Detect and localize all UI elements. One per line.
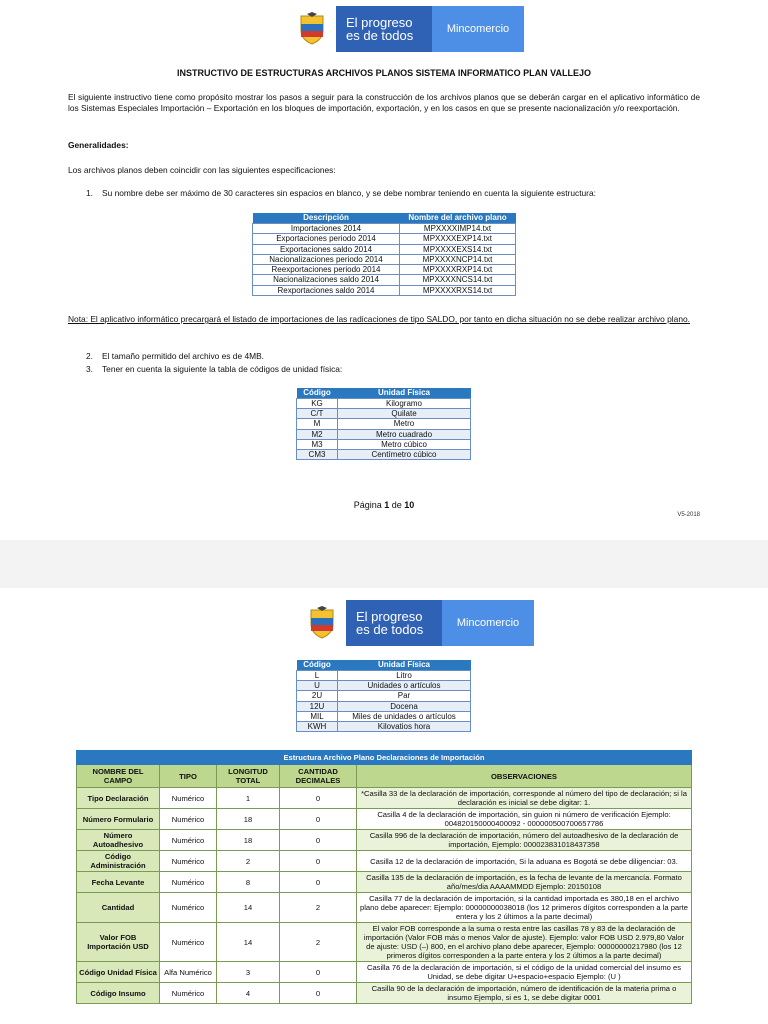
table-cell: KWH	[297, 722, 338, 732]
table-cell: Unidades o artículos	[338, 681, 471, 691]
decimals-cell: 0	[280, 830, 357, 851]
table-row	[297, 409, 471, 419]
table-cell: U	[297, 681, 338, 691]
slogan-line-2: es de todos	[346, 28, 414, 43]
file-names-table	[252, 213, 516, 296]
field-name-cell: Código Unidad Física	[77, 962, 160, 983]
table-cell: MPXXXXNCS14.txt	[400, 275, 516, 285]
table-cell: CM3	[297, 450, 338, 460]
table-row	[297, 681, 471, 691]
table-row	[253, 244, 516, 254]
observations-cell: El valor FOB corresponde a la suma o resta entre las casillas 78 y 83 de la declaración de importación (Valor FOB más o menos Valor de ajuste). Ejemplo: valor FOB USD 2.979,80 Valor de ajuste: USD (–) 800, en el archivo plano debe aparecer, Ejemplo: 00000000217980 (los 12 primeros dígitos corresponden a la parte entera y los 2 últimos a la parte decimal)	[357, 923, 692, 962]
decimals-cell: 2	[280, 923, 357, 962]
header-logo	[298, 600, 534, 646]
table-cell: Par	[338, 691, 471, 701]
column-header: Unidad Física	[338, 660, 471, 671]
version-label: V5-2018	[677, 512, 700, 518]
intro-paragraph: El siguiente instructivo tiene como propósito mostrar los pasos a seguir para la construcción de los archivos planos que se deberán cargar en el aplicativo informático de los Sistemas Especiales Importación – Exportación en los bloques de importación, exportación, y en los casos en que se presente nacionalización y/o reexportación.	[68, 92, 700, 113]
type-cell: Numérico	[160, 983, 217, 1004]
column-header: OBSERVACIONES	[357, 765, 692, 788]
table-cell: Miles de unidades o artículos	[338, 711, 471, 721]
column-header: Código	[297, 388, 338, 399]
table-row	[297, 691, 471, 701]
column-header: LONGITUD TOTAL	[217, 765, 280, 788]
table-row	[77, 923, 692, 962]
saldo-note: Nota: El aplicativo informático precargará el listado de importaciones de las radicaciones de tipo SALDO, por tanto en dicha situación no se debe realizar archivo plano.	[68, 314, 690, 324]
page-total: 10	[404, 500, 415, 510]
table-cell: Importaciones 2014	[253, 224, 400, 234]
type-cell: Numérico	[160, 830, 217, 851]
observations-cell: *Casilla 33 de la declaración de importación, corresponde al número del tipo de declaración; si la declaración es inicial se debe digitar: 1.	[357, 788, 692, 809]
type-cell: Numérico	[160, 788, 217, 809]
column-header: TIPO	[160, 765, 217, 788]
table-header-row	[77, 765, 692, 788]
table-row	[297, 671, 471, 681]
decimals-cell: 0	[280, 872, 357, 893]
table-cell: L	[297, 671, 338, 681]
table-cell: M3	[297, 439, 338, 449]
table-cell: KG	[297, 399, 338, 409]
page-current: 1	[384, 500, 390, 510]
unit-codes-table	[296, 388, 471, 460]
length-cell: 14	[217, 923, 280, 962]
page-separator	[0, 540, 768, 588]
table-cell: Exportaciones saldo 2014	[253, 244, 400, 254]
table-row	[297, 419, 471, 429]
table-row	[297, 429, 471, 439]
column-header: NOMBRE DEL CAMPO	[77, 765, 160, 788]
field-name-cell: Número Formulario	[77, 809, 160, 830]
length-cell: 1	[217, 788, 280, 809]
table-row	[297, 450, 471, 460]
list-item-number: 2.	[86, 351, 93, 361]
decimals-cell: 2	[280, 893, 357, 923]
table-cell: Reexportaciones periodo 2014	[253, 265, 400, 275]
table-cell: Rexportaciones saldo 2014	[253, 285, 400, 295]
unit-codes-table-continued	[296, 660, 471, 732]
table-cell: Nacionalizaciones saldo 2014	[253, 275, 400, 285]
table-caption: Estructura Archivo Plano Declaraciones de Importación	[77, 751, 692, 765]
column-header: Nombre del archivo plano	[400, 213, 516, 224]
table-cell: MPXXXXIMP14.txt	[400, 224, 516, 234]
field-name-cell: Número Autoadhesivo	[77, 830, 160, 851]
length-cell: 18	[217, 809, 280, 830]
observations-cell: Casilla 4 de la declaración de importación, sin guion ni número de verificación Ejemplo: 004820150000400092 - 000000500700657786	[357, 809, 692, 830]
type-cell: Numérico	[160, 851, 217, 872]
table-cell: MIL	[297, 711, 338, 721]
colombia-coat-of-arms-icon	[298, 600, 346, 646]
type-cell: Numérico	[160, 809, 217, 830]
observations-cell: Casilla 90 de la declaración de importación, número de identificación de la materia prima o insumo Ejemplo, si es 1, se debe digitar 0001	[357, 983, 692, 1004]
table-row	[253, 285, 516, 295]
generalidades-heading: Generalidades:	[68, 140, 129, 150]
document-title: INSTRUCTIVO DE ESTRUCTURAS ARCHIVOS PLANOS SISTEMA INFORMATICO PLAN VALLEJO	[176, 68, 591, 78]
table-cell: M	[297, 419, 338, 429]
length-cell: 3	[217, 962, 280, 983]
decimals-cell: 0	[280, 851, 357, 872]
page-number	[0, 500, 768, 510]
column-header: CANTIDAD DECIMALES	[280, 765, 357, 788]
table-row	[297, 439, 471, 449]
field-name-cell: Tipo Declaración	[77, 788, 160, 809]
length-cell: 8	[217, 872, 280, 893]
table-row	[77, 983, 692, 1004]
table-row	[77, 788, 692, 809]
length-cell: 2	[217, 851, 280, 872]
page-prefix: Página	[353, 500, 385, 510]
field-name-cell: Valor FOB Importación USD	[77, 923, 160, 962]
table-row	[297, 711, 471, 721]
ministry-label: Mincomercio	[442, 600, 534, 646]
slogan-block	[346, 600, 442, 646]
field-name-cell: Cantidad	[77, 893, 160, 923]
table-row	[77, 872, 692, 893]
list-item-number: 1.	[86, 188, 93, 198]
table-row	[253, 254, 516, 264]
spec-intro: Los archivos planos deben coincidir con las siguientes especificaciones:	[68, 165, 336, 175]
observations-cell: Casilla 77 de la declaración de importación, si la cantidad importada es 380,18 en el archivo plano debe aparecer: Ejemplo: 00000000038018 (los 12 primeros dígitos corresponden a la parte entera y los 2 últimos a la parte decimal)	[357, 893, 692, 923]
table-cell: MPXXXXRXS14.txt	[400, 285, 516, 295]
list-item-1	[86, 188, 686, 199]
header-logo	[288, 6, 524, 52]
length-cell: 18	[217, 830, 280, 851]
field-name-cell: Código Administración	[77, 851, 160, 872]
decimals-cell: 0	[280, 809, 357, 830]
observations-cell: Casilla 135 de la declaración de importación, es la fecha de levante de la mercancía. Formato año/mes/dia AAAAMMDD Ejemplo: 20150108	[357, 872, 692, 893]
table-cell: Docena	[338, 701, 471, 711]
list-item-text: El tamaño permitido del archivo es de 4MB.	[102, 351, 264, 361]
table-cell: MPXXXXEXS14.txt	[400, 244, 516, 254]
table-cell: 12U	[297, 701, 338, 711]
column-header: Código	[297, 660, 338, 671]
slogan-block	[336, 6, 432, 52]
table-row	[77, 893, 692, 923]
table-header-row	[297, 660, 471, 671]
slogan-line-2: es de todos	[356, 622, 424, 637]
table-cell: 2U	[297, 691, 338, 701]
decimals-cell: 0	[280, 983, 357, 1004]
list-item-text: Tener en cuenta la siguiente la tabla de códigos de unidad física:	[102, 364, 343, 374]
observations-cell: Casilla 12 de la declaración de importación, Si la aduana es Bogotá se debe diligenciar: 03.	[357, 851, 692, 872]
table-cell: C/T	[297, 409, 338, 419]
ministry-label: Mincomercio	[432, 6, 524, 52]
table-row	[77, 851, 692, 872]
table-cell: MPXXXXNCP14.txt	[400, 254, 516, 264]
table-cell: Exportaciones periodo 2014	[253, 234, 400, 244]
table-row	[77, 962, 692, 983]
observations-cell: Casilla 996 de la declaración de importación, número del autoadhesivo de la declaración de importación, Ejemplo: 000023831018437358	[357, 830, 692, 851]
length-cell: 14	[217, 893, 280, 923]
table-cell: Metro	[338, 419, 471, 429]
table-header-row	[297, 388, 471, 399]
table-cell: Kilogramo	[338, 399, 471, 409]
decimals-cell: 0	[280, 962, 357, 983]
table-cell: Metro cúbico	[338, 439, 471, 449]
field-name-cell: Fecha Levante	[77, 872, 160, 893]
table-row	[253, 265, 516, 275]
list-item-2	[86, 351, 686, 362]
decimals-cell: 0	[280, 788, 357, 809]
field-name-cell: Código Insumo	[77, 983, 160, 1004]
table-row	[297, 701, 471, 711]
table-caption-row	[77, 751, 692, 765]
type-cell: Numérico	[160, 872, 217, 893]
table-row	[253, 224, 516, 234]
table-cell: Quilate	[338, 409, 471, 419]
type-cell: Numérico	[160, 893, 217, 923]
slogan-line-1: El progreso	[346, 15, 413, 30]
table-cell: Centímetro cúbico	[338, 450, 471, 460]
list-item-number: 3.	[86, 364, 93, 374]
list-item-3	[86, 364, 686, 375]
page-of: de	[389, 500, 405, 510]
table-row	[297, 399, 471, 409]
colombia-coat-of-arms-icon	[288, 6, 336, 52]
table-cell: Metro cuadrado	[338, 429, 471, 439]
length-cell: 4	[217, 983, 280, 1004]
table-row	[253, 275, 516, 285]
table-cell: Litro	[338, 671, 471, 681]
table-cell: MPXXXXRXP14.txt	[400, 265, 516, 275]
observations-cell: Casilla 76 de la declaración de importación, si el código de la unidad comercial del insumo es Unidad, se debe digitar U+espacio+espacio Ejemplo: (U )	[357, 962, 692, 983]
column-header: Unidad Física	[338, 388, 471, 399]
table-row	[253, 234, 516, 244]
table-header-row	[253, 213, 516, 224]
table-row	[77, 809, 692, 830]
table-row	[77, 830, 692, 851]
table-row	[297, 722, 471, 732]
type-cell: Alfa Numérico	[160, 962, 217, 983]
table-cell: Kilovatios hora	[338, 722, 471, 732]
column-header: Descripción	[253, 213, 400, 224]
table-cell: MPXXXXEXP14.txt	[400, 234, 516, 244]
document-page-2	[0, 588, 768, 1024]
type-cell: Numérico	[160, 923, 217, 962]
slogan-line-1: El progreso	[356, 609, 423, 624]
import-structure-table	[76, 750, 692, 1004]
list-item-text: Su nombre debe ser máximo de 30 caracteres sin espacios en blanco, y se debe nombrar teniendo en cuenta la siguiente estructura:	[102, 188, 596, 198]
table-cell: Nacionalizaciones periodo 2014	[253, 254, 400, 264]
table-cell: M2	[297, 429, 338, 439]
